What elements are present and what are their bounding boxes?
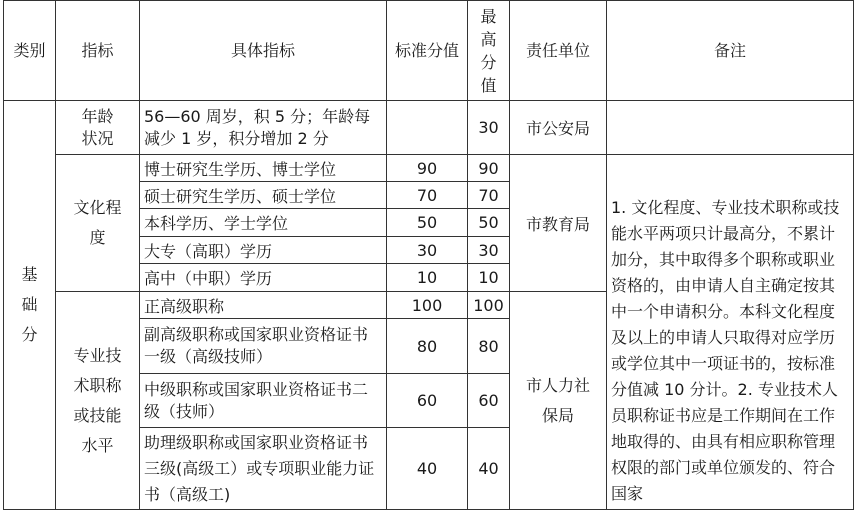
edu-specific-1: 博士研究生学历、博士学位 — [140, 155, 387, 182]
prof-standard-2: 80 — [387, 319, 468, 374]
edu-row-1 — [4, 155, 854, 182]
edu-standard-5: 10 — [387, 264, 468, 292]
prof-standard-1: 100 — [387, 292, 468, 319]
prof-max-1: 100 — [468, 292, 510, 319]
header-max: 最高分值 — [468, 1, 510, 101]
edu-max-3: 50 — [468, 209, 510, 237]
header-specific: 具体指标 — [140, 1, 387, 101]
prof-specific-3: 中级职称或国家职业资格证书二级（技师） — [140, 374, 387, 428]
header-row — [4, 1, 854, 101]
education-indicator: 文化程度 — [56, 155, 140, 292]
edu-max-5: 10 — [468, 264, 510, 292]
professional-unit: 市人力社保局 — [510, 292, 607, 510]
edu-specific-5: 高中（中职）学历 — [140, 264, 387, 292]
edu-specific-4: 大专（高职）学历 — [140, 237, 387, 264]
age-indicator: 年龄状况 — [56, 101, 140, 155]
prof-max-4: 40 — [468, 428, 510, 510]
education-unit: 市教育局 — [510, 155, 607, 292]
edu-max-1: 90 — [468, 155, 510, 182]
prof-specific-4: 助理级职称或国家职业资格证书三级(高级工）或专项职业能力证书（高级工) — [140, 428, 387, 510]
edu-specific-2: 硕士研究生学历、硕士学位 — [140, 182, 387, 209]
edu-specific-3: 本科学历、学士学位 — [140, 209, 387, 237]
age-specific: 56—60 周岁，积 5 分；年龄每减少 1 岁，积分增加 2 分 — [140, 101, 387, 155]
prof-specific-1: 正高级职称 — [140, 292, 387, 319]
age-unit: 市公安局 — [510, 101, 607, 155]
age-max: 30 — [468, 101, 510, 155]
points-table — [3, 0, 854, 510]
age-row — [4, 101, 854, 155]
prof-specific-2: 副高级职称或国家职业资格证书一级（高级技师） — [140, 319, 387, 374]
prof-standard-4: 40 — [387, 428, 468, 510]
prof-standard-3: 60 — [387, 374, 468, 428]
header-indicator: 指标 — [56, 1, 140, 101]
edu-max-2: 70 — [468, 182, 510, 209]
prof-max-2: 80 — [468, 319, 510, 374]
age-standard — [387, 101, 468, 155]
prof-max-3: 60 — [468, 374, 510, 428]
edu-standard-1: 90 — [387, 155, 468, 182]
header-category: 类别 — [4, 1, 56, 101]
professional-indicator: 专业技术职称或技能水平 — [56, 292, 140, 510]
edu-standard-4: 30 — [387, 237, 468, 264]
header-standard: 标准分值 — [387, 1, 468, 101]
notes-text: 1. 文化程度、专业技术职称或技能水平两项只计最高分，不累计加分，其中取得多个职称或职业资格的，由申请人自主确定按其中一个申请积分。本科文化程度及以上的申请人只取得对应学历或学位其中一项证书的，按标准分值减 10 分计。2. 专业技术人员职称证书应是工作期间在工作地取得的、由具有相应职称管理权限的部门或单位颁发的、符合国家 — [607, 155, 854, 510]
header-unit: 责任单位 — [510, 1, 607, 101]
edu-max-4: 30 — [468, 237, 510, 264]
header-notes: 备注 — [607, 1, 854, 101]
edu-standard-2: 70 — [387, 182, 468, 209]
age-notes — [607, 101, 854, 155]
edu-standard-3: 50 — [387, 209, 468, 237]
category-basic: 基础分 — [4, 101, 56, 510]
